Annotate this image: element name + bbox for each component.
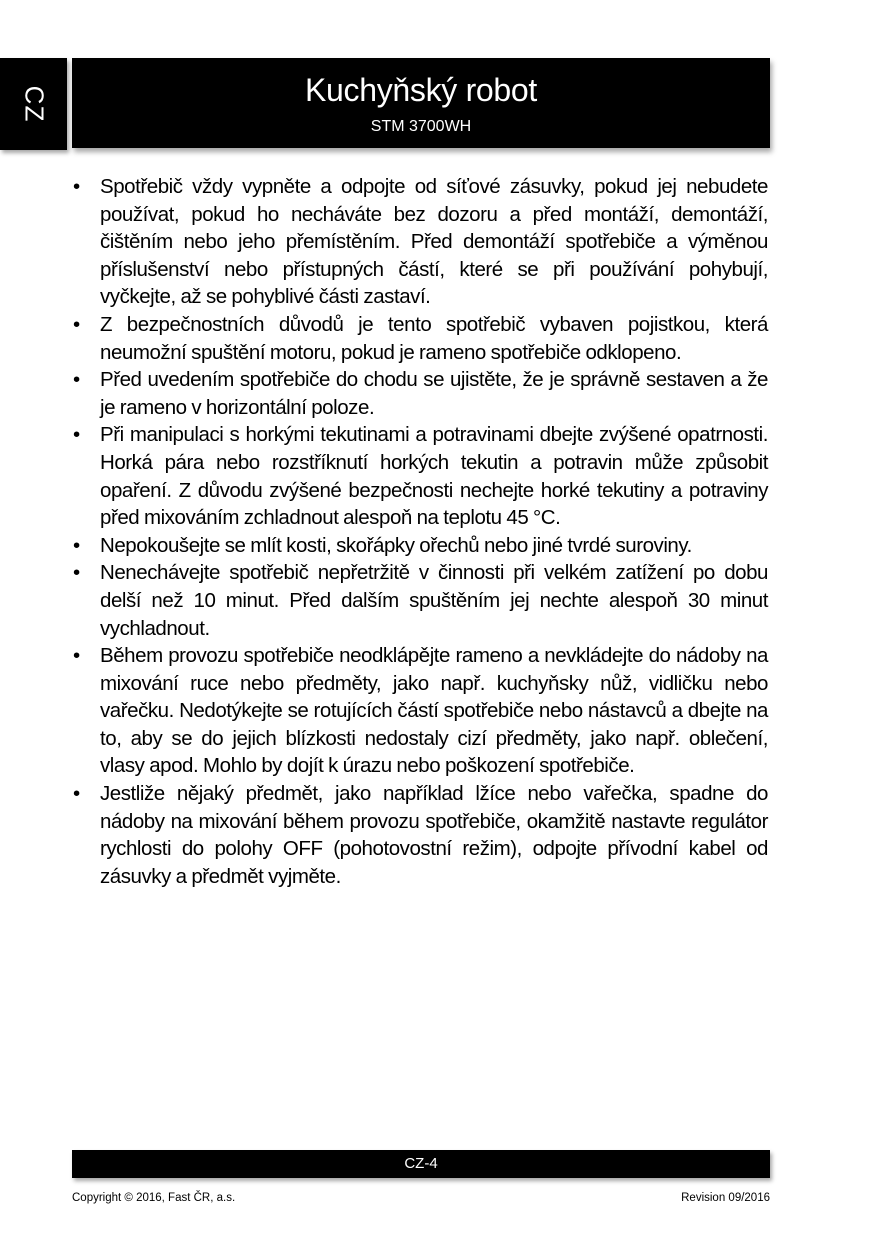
list-item: • Z bezpečnostních důvodů je tento spotřebič vybaven pojistkou, která neumožní spuštění motoru, pokud je rameno spotřebiče odklopeno. (100, 311, 768, 366)
list-item: • Spotřebič vždy vypněte a odpojte od síťové zásuvky, pokud jej nebudete používat, pokud ho necháváte bez dozoru a před montáží, demontáží, čištěním nebo jeho přemístěním. Před demontáží spotřebiče a výměnou příslušenství nebo přístupných částí, které se při používání pohybují, vyčkejte, až se pohyblivé části zastaví. (100, 173, 768, 311)
safety-instructions-list (100, 173, 768, 890)
list-item: • Před uvedením spotřebiče do chodu se ujistěte, že je správně sestaven a že je rameno v horizontální poloze. (100, 366, 768, 421)
list-item: • Nenechávejte spotřebič nepřetržitě v činnosti při velkém zatížení po dobu delší než 10 minut. Před dalším spuštěním jej nechte alespoň 30 minut vychladnout. (100, 559, 768, 642)
revision: Revision 09/2016 (681, 1192, 770, 1204)
model-number: STM 3700WH (370, 118, 472, 135)
list-item: • Při manipulaci s horkými tekutinami a potravinami dbejte zvýšené opatrnosti. Horká pára nebo rozstříknutí horkých tekutin a potravin může způsobit opaření. Z důvodu zvýšené bezpečnosti nechejte horké tekutiny a potraviny před mixováním zchladnout alespoň na teplotu 45 °C. (100, 421, 768, 531)
copyright: Copyright © 2016, Fast ČR, a.s. (72, 1192, 236, 1204)
page-number: CZ-4 (404, 1155, 438, 1172)
list-item: • Během provozu spotřebiče neodklápějte rameno a nevkládejte do nádoby na mixování ruce nebo předměty, jako např. kuchyňsky nůž, vidličku nebo vařečku. Nedotýkejte se rotujících částí spotřebiče nebo nástavců a dbejte na to, aby se do jejich blízkosti nedostaly cizí předměty, jako např. oblečení, vlasy apod. Mohlo by dojít k úrazu nebo poškození spotřebiče. (100, 642, 768, 780)
language-label: CZ (19, 85, 49, 123)
list-item: • Jestliže nějaký předmět, jako například lžíce nebo vařečka, spadne do nádoby na mixování během provozu spotřebiče, okamžitě nastavte regulátor rychlosti do polohy OFF (pohotovostní režim), odpojte přívodní kabel od zásuvky a předmět vyjměte. (100, 780, 768, 890)
page-header (72, 58, 770, 148)
page-number-bar (72, 1150, 770, 1178)
language-tab (0, 58, 67, 150)
page-title: Kuchyňský robot (304, 72, 538, 108)
list-item: • Nepokoušejte se mlít kosti, skořápky ořechů nebo jiné tvrdé suroviny. (100, 532, 768, 560)
